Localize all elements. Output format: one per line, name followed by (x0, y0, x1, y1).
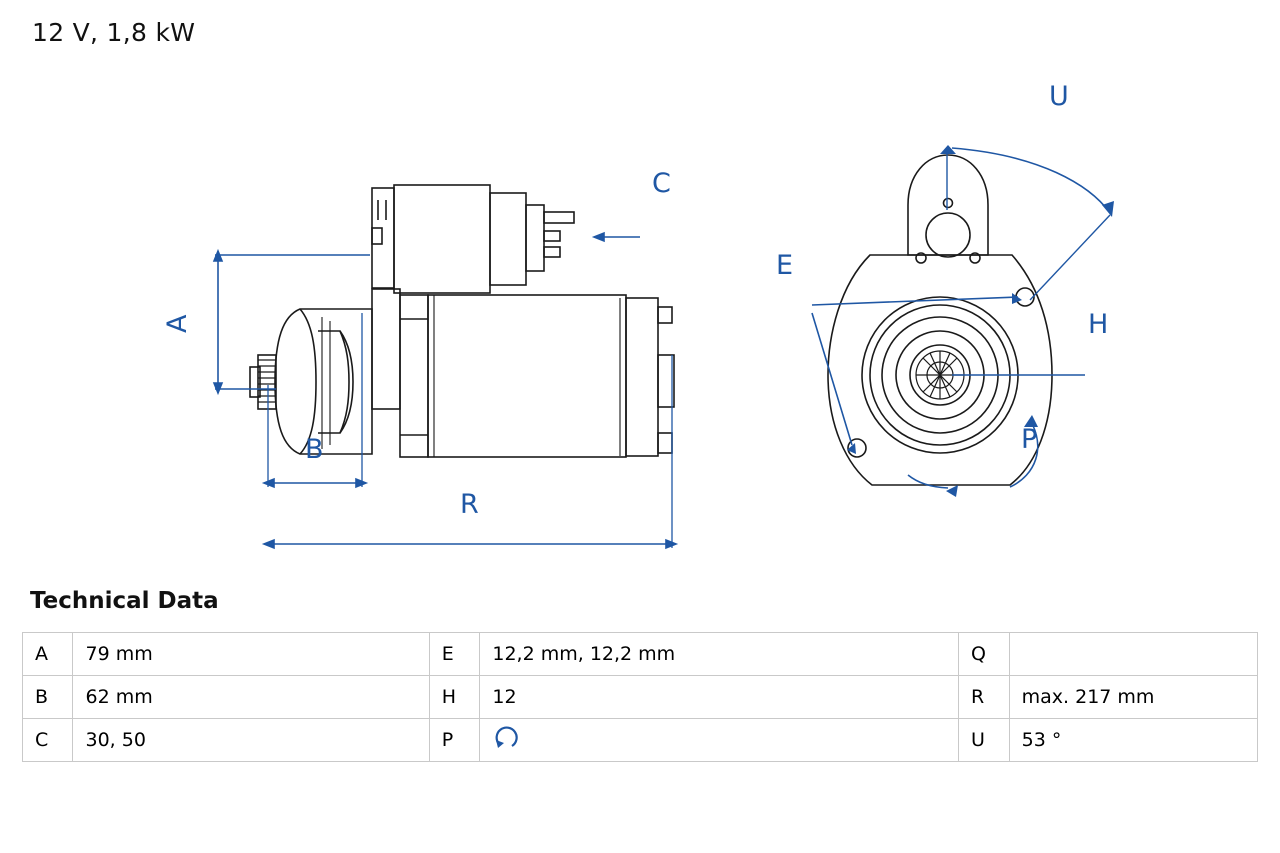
page-title: 12 V, 1,8 kW (32, 18, 196, 47)
table-row (23, 719, 1258, 762)
row-value-u: 53 ° (1009, 719, 1257, 762)
dimension-labels-side (162, 168, 671, 520)
label-P: P (1021, 424, 1038, 455)
dimension-lines-front (812, 148, 1110, 488)
row-key-b: B (23, 676, 73, 719)
row-key-a: A (23, 633, 73, 676)
label-U: U (1049, 81, 1069, 112)
row-key-e: E (429, 633, 480, 676)
row-key-q: Q (958, 633, 1009, 676)
row-value-h: 12 (480, 676, 959, 719)
rotation-direction-icon (492, 724, 522, 757)
product-drawing (0, 55, 1280, 575)
row-value-a: 79 mm (73, 633, 429, 676)
front-view-outline (828, 155, 1052, 485)
dimension-lines-side (214, 233, 676, 548)
label-E: E (776, 250, 794, 281)
row-key-p: P (429, 719, 480, 762)
row-value-b: 62 mm (73, 676, 429, 719)
row-key-h: H (429, 676, 480, 719)
row-value-r: max. 217 mm (1009, 676, 1257, 719)
row-key-r: R (958, 676, 1009, 719)
label-A: A (162, 314, 193, 333)
row-key-u: U (958, 719, 1009, 762)
row-value-p (480, 719, 959, 762)
tech-data-heading: Technical Data (30, 588, 219, 614)
table-row (23, 676, 1258, 719)
row-value-q (1009, 633, 1257, 676)
table-row (23, 633, 1258, 676)
technical-data-table (22, 632, 1258, 762)
side-view-outline (250, 185, 674, 457)
label-C: C (652, 168, 671, 199)
row-key-c: C (23, 719, 73, 762)
label-R: R (460, 489, 479, 520)
front-arrowheads (847, 145, 1114, 497)
row-value-c: 30, 50 (73, 719, 429, 762)
row-value-e: 12,2 mm, 12,2 mm (480, 633, 959, 676)
label-H: H (1088, 309, 1109, 340)
label-B: B (305, 434, 324, 465)
